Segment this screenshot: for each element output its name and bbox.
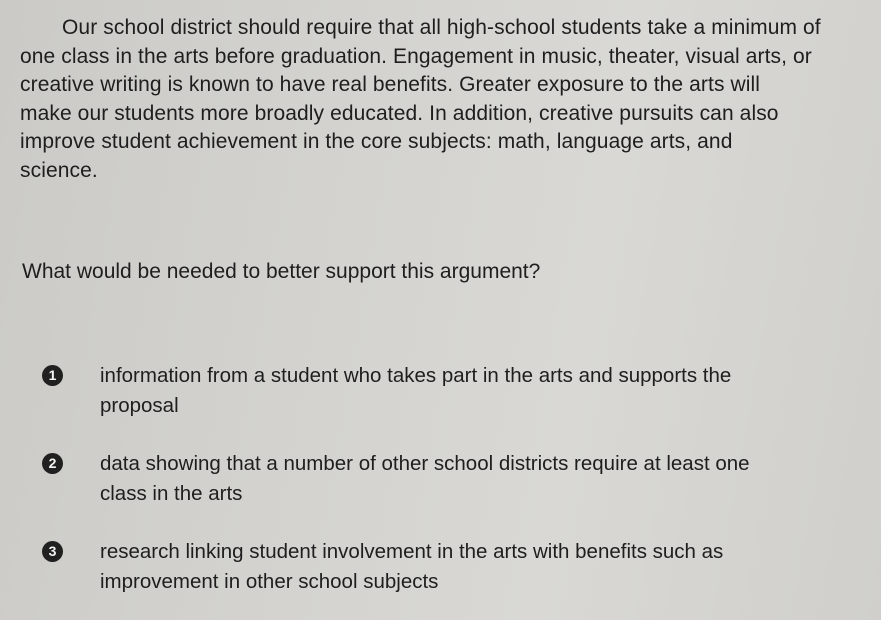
option-text [100, 361, 860, 421]
passage-line: Our school district should require that all high-school students take a minimum of [62, 16, 821, 39]
option-text-line: class in the arts [100, 482, 243, 505]
passage-line: improve student achievement in the core subjects: math, language arts, and [20, 130, 733, 153]
option-number-badge: 1 [42, 365, 63, 386]
question-prompt: What would be needed to better support this argument? [22, 260, 541, 283]
option-number-badge: 2 [42, 453, 63, 474]
option-text-line: proposal [100, 394, 179, 417]
passage-line: creative writing is known to have real benefits. Greater exposure to the arts will [20, 73, 761, 96]
option-text [100, 537, 860, 597]
argument-passage [20, 14, 878, 185]
passage-line: make our students more broadly educated. In addition, creative pursuits can also [20, 101, 779, 125]
option-text-line: data showing that a number of other school districts require at least one [100, 452, 750, 475]
passage-line: science. [20, 158, 98, 182]
option-text-line: information from a student who takes part in the arts and supports the [100, 364, 732, 387]
option-text-line: improvement in other school subjects [100, 570, 439, 593]
passage-line: one class in the arts before graduation. Engagement in music, theater, visual arts, or [20, 44, 812, 68]
option-number-badge: 3 [42, 541, 63, 562]
option-text [100, 449, 860, 509]
option-text-line: research linking student involvement in the arts with benefits such as [100, 540, 724, 563]
